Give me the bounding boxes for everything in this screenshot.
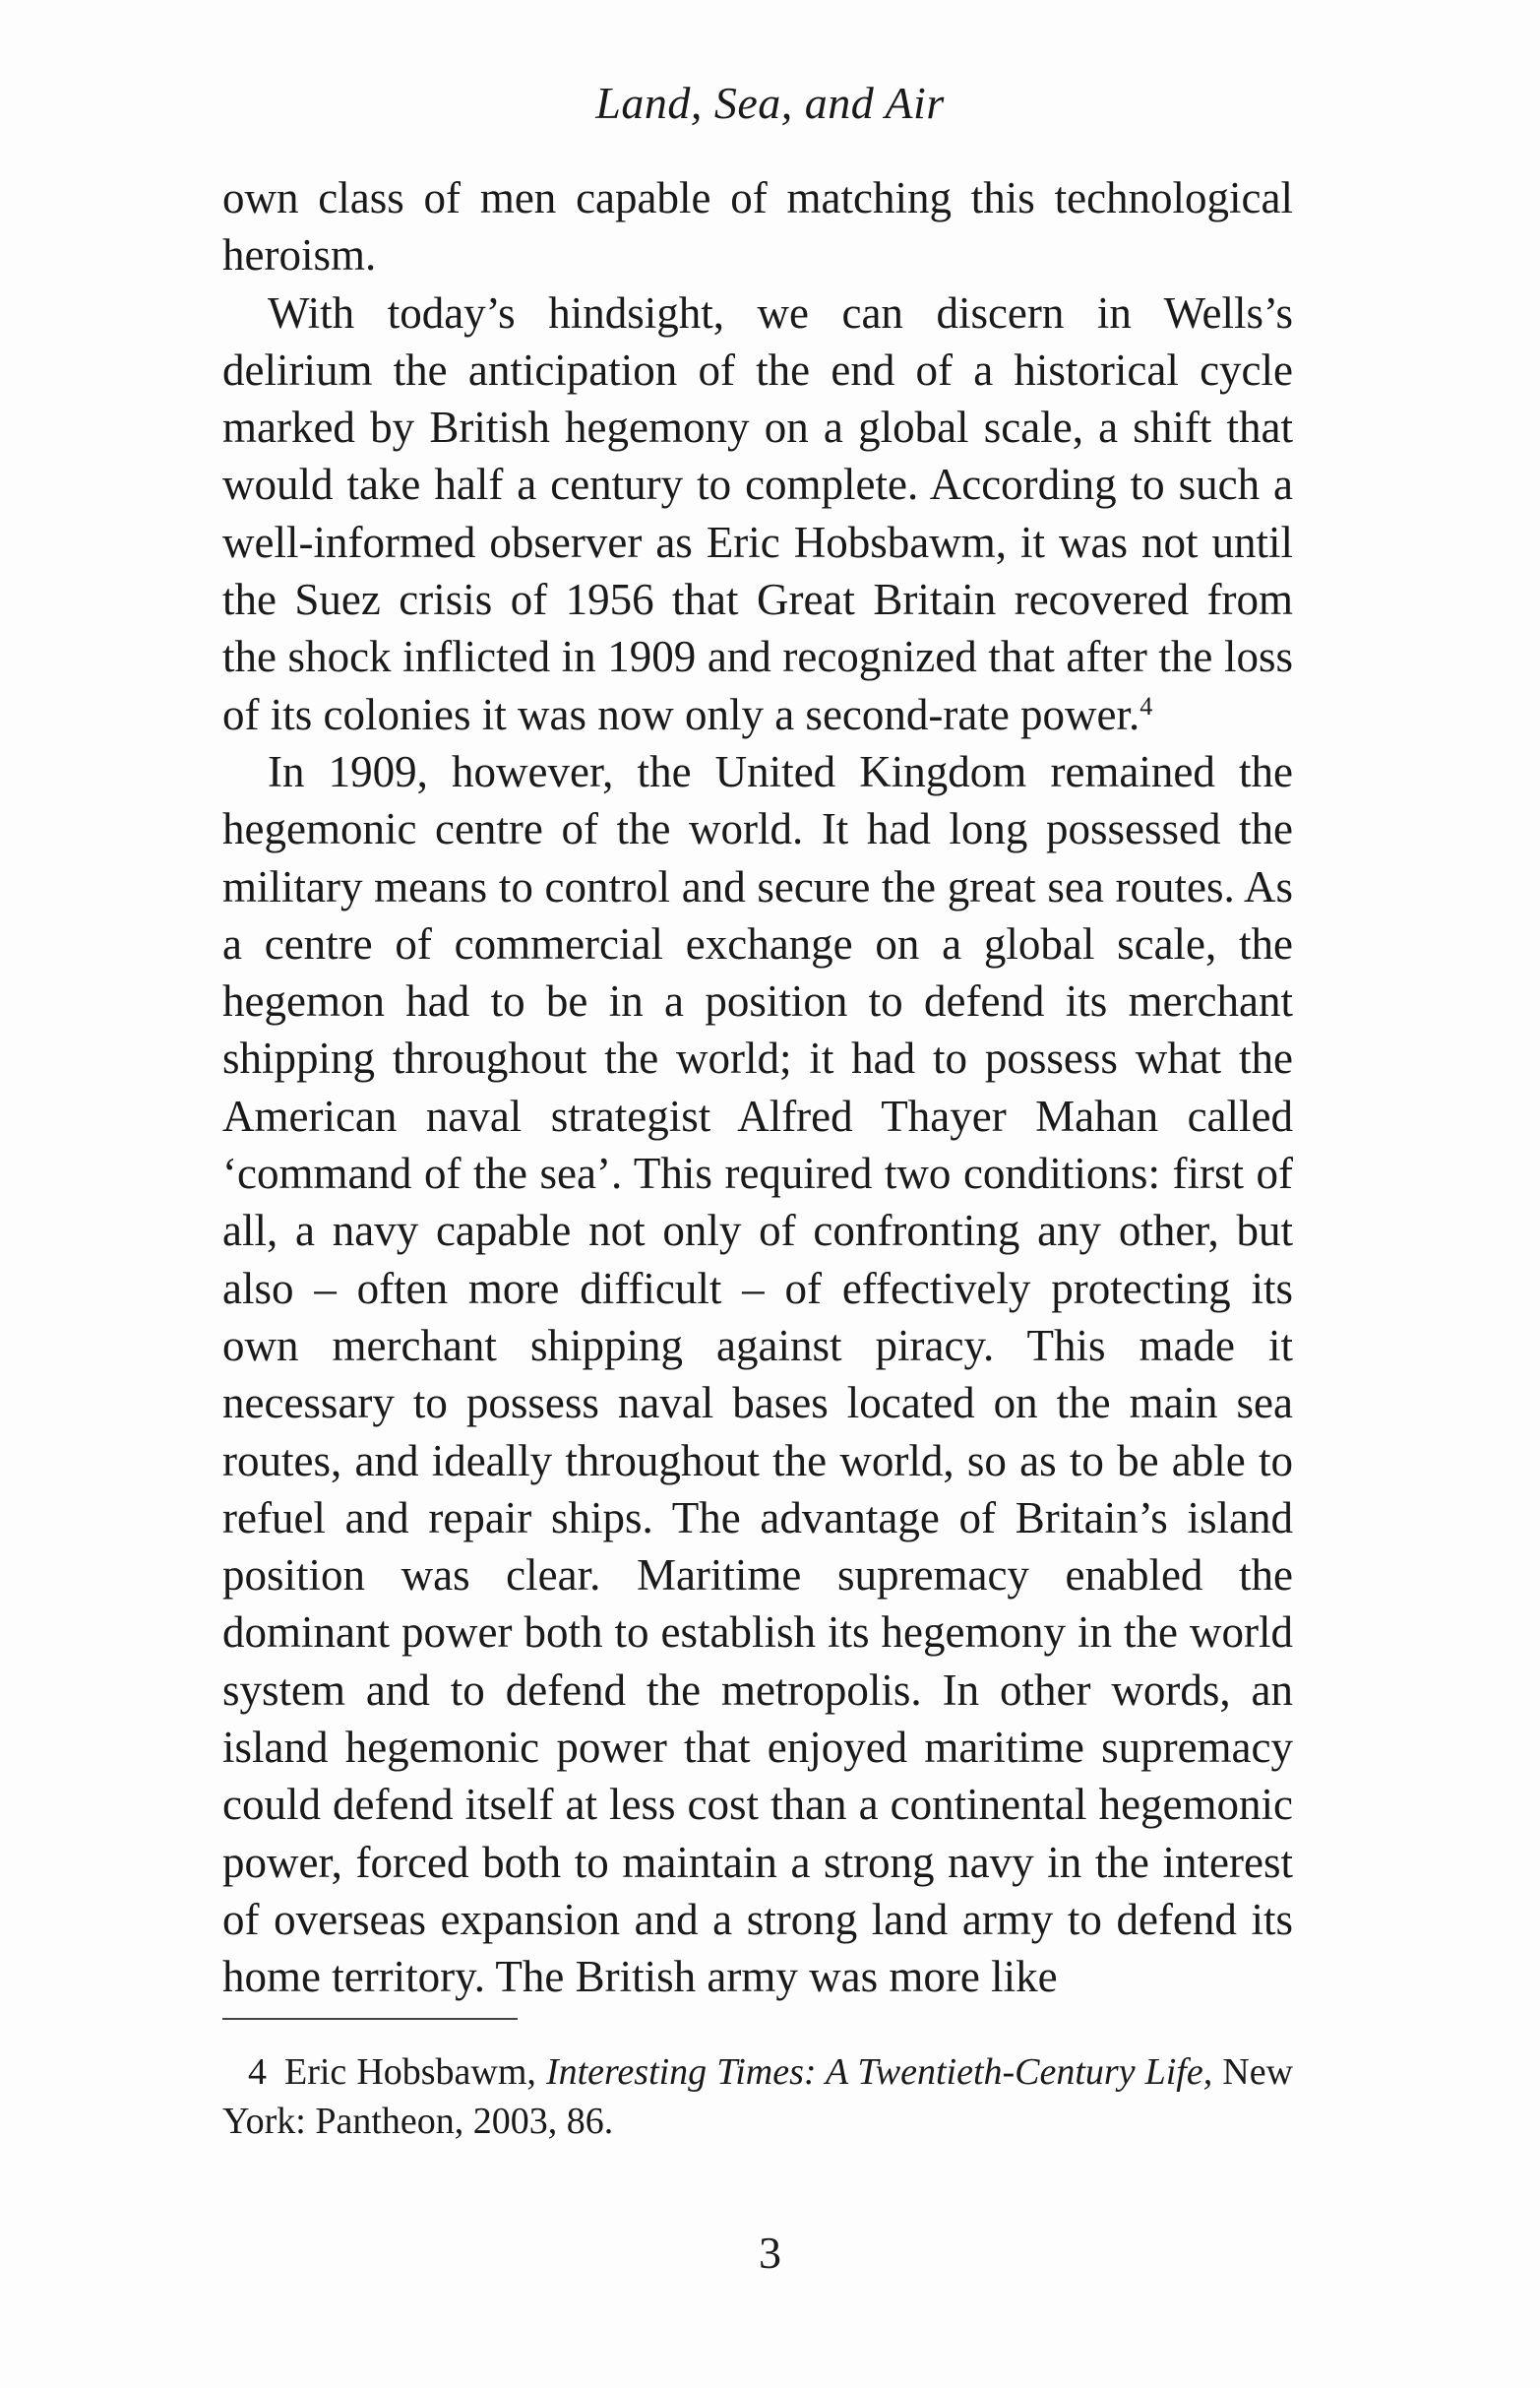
main-text	[222, 169, 1293, 2006]
paragraph-hindsight-text: With today’s hindsight, we can discern in Wells’s delirium the anticipation of the end of a historical cycle marked by British hegemony on a global scale, a shift that would take half a century to complete. According to such a well-informed observer as Eric Hobsbawm, it was not until the Suez crisis of 1956 that Great Britain recovered from the shock inflicted in 1909 and recognized that after the loss of its colonies it was now only a second-rate power.	[222, 287, 1293, 739]
paragraph-continuation: own class of men capable of matching this technological heroism.	[222, 173, 1293, 281]
running-head: Land, Sea, and Air	[595, 78, 945, 128]
footnote-divider	[222, 2018, 518, 2020]
footnote-author: Eric Hobsbawm,	[284, 2051, 536, 2093]
footnote-title: Interesting Times: A Twentieth-Century Life,	[545, 2051, 1213, 2093]
footnote	[222, 2047, 1293, 2146]
paragraph-hindsight	[222, 284, 1293, 743]
page-number: 3	[759, 2228, 781, 2278]
footnote-reference[interactable]: 4	[1140, 691, 1153, 721]
footnote-number: 4	[248, 2051, 267, 2093]
footnote-publication: New York: Pantheon, 2003, 86.	[222, 2051, 1294, 2142]
paragraph-hegemony: In 1909, however, the United Kingdom remained the hegemonic centre of the world. It had long possessed the military means to control and secure the great sea routes. As a centre of commercial exchange on a global scale, the hegemon had to be in a position to defend its merchant shipping throughout the world; it had to possess what the American naval strategist Alfred Thayer Mahan called ‘command of the sea’. This required two conditions: first of all, a navy capable not only of confronting any other, but also – often more difficult – of effectively protecting its own merchant shipping against piracy. This made it necessary to possess naval bases located on the main sea routes, and ideally throughout the world, so as to be able to refuel and repair ships. The advantage of Britain’s island position was clear. Maritime supremacy enabled the dominant power both to establish its hegemony in the world system and to defend the metropolis. In other words, an island hegemonic power that enjoyed maritime supremacy could defend itself at less cost than a continental hegemonic power, forced both to maintain a strong navy in the interest of overseas expansion and a strong land army to defend its home territory. The British army was more like	[222, 746, 1293, 2002]
